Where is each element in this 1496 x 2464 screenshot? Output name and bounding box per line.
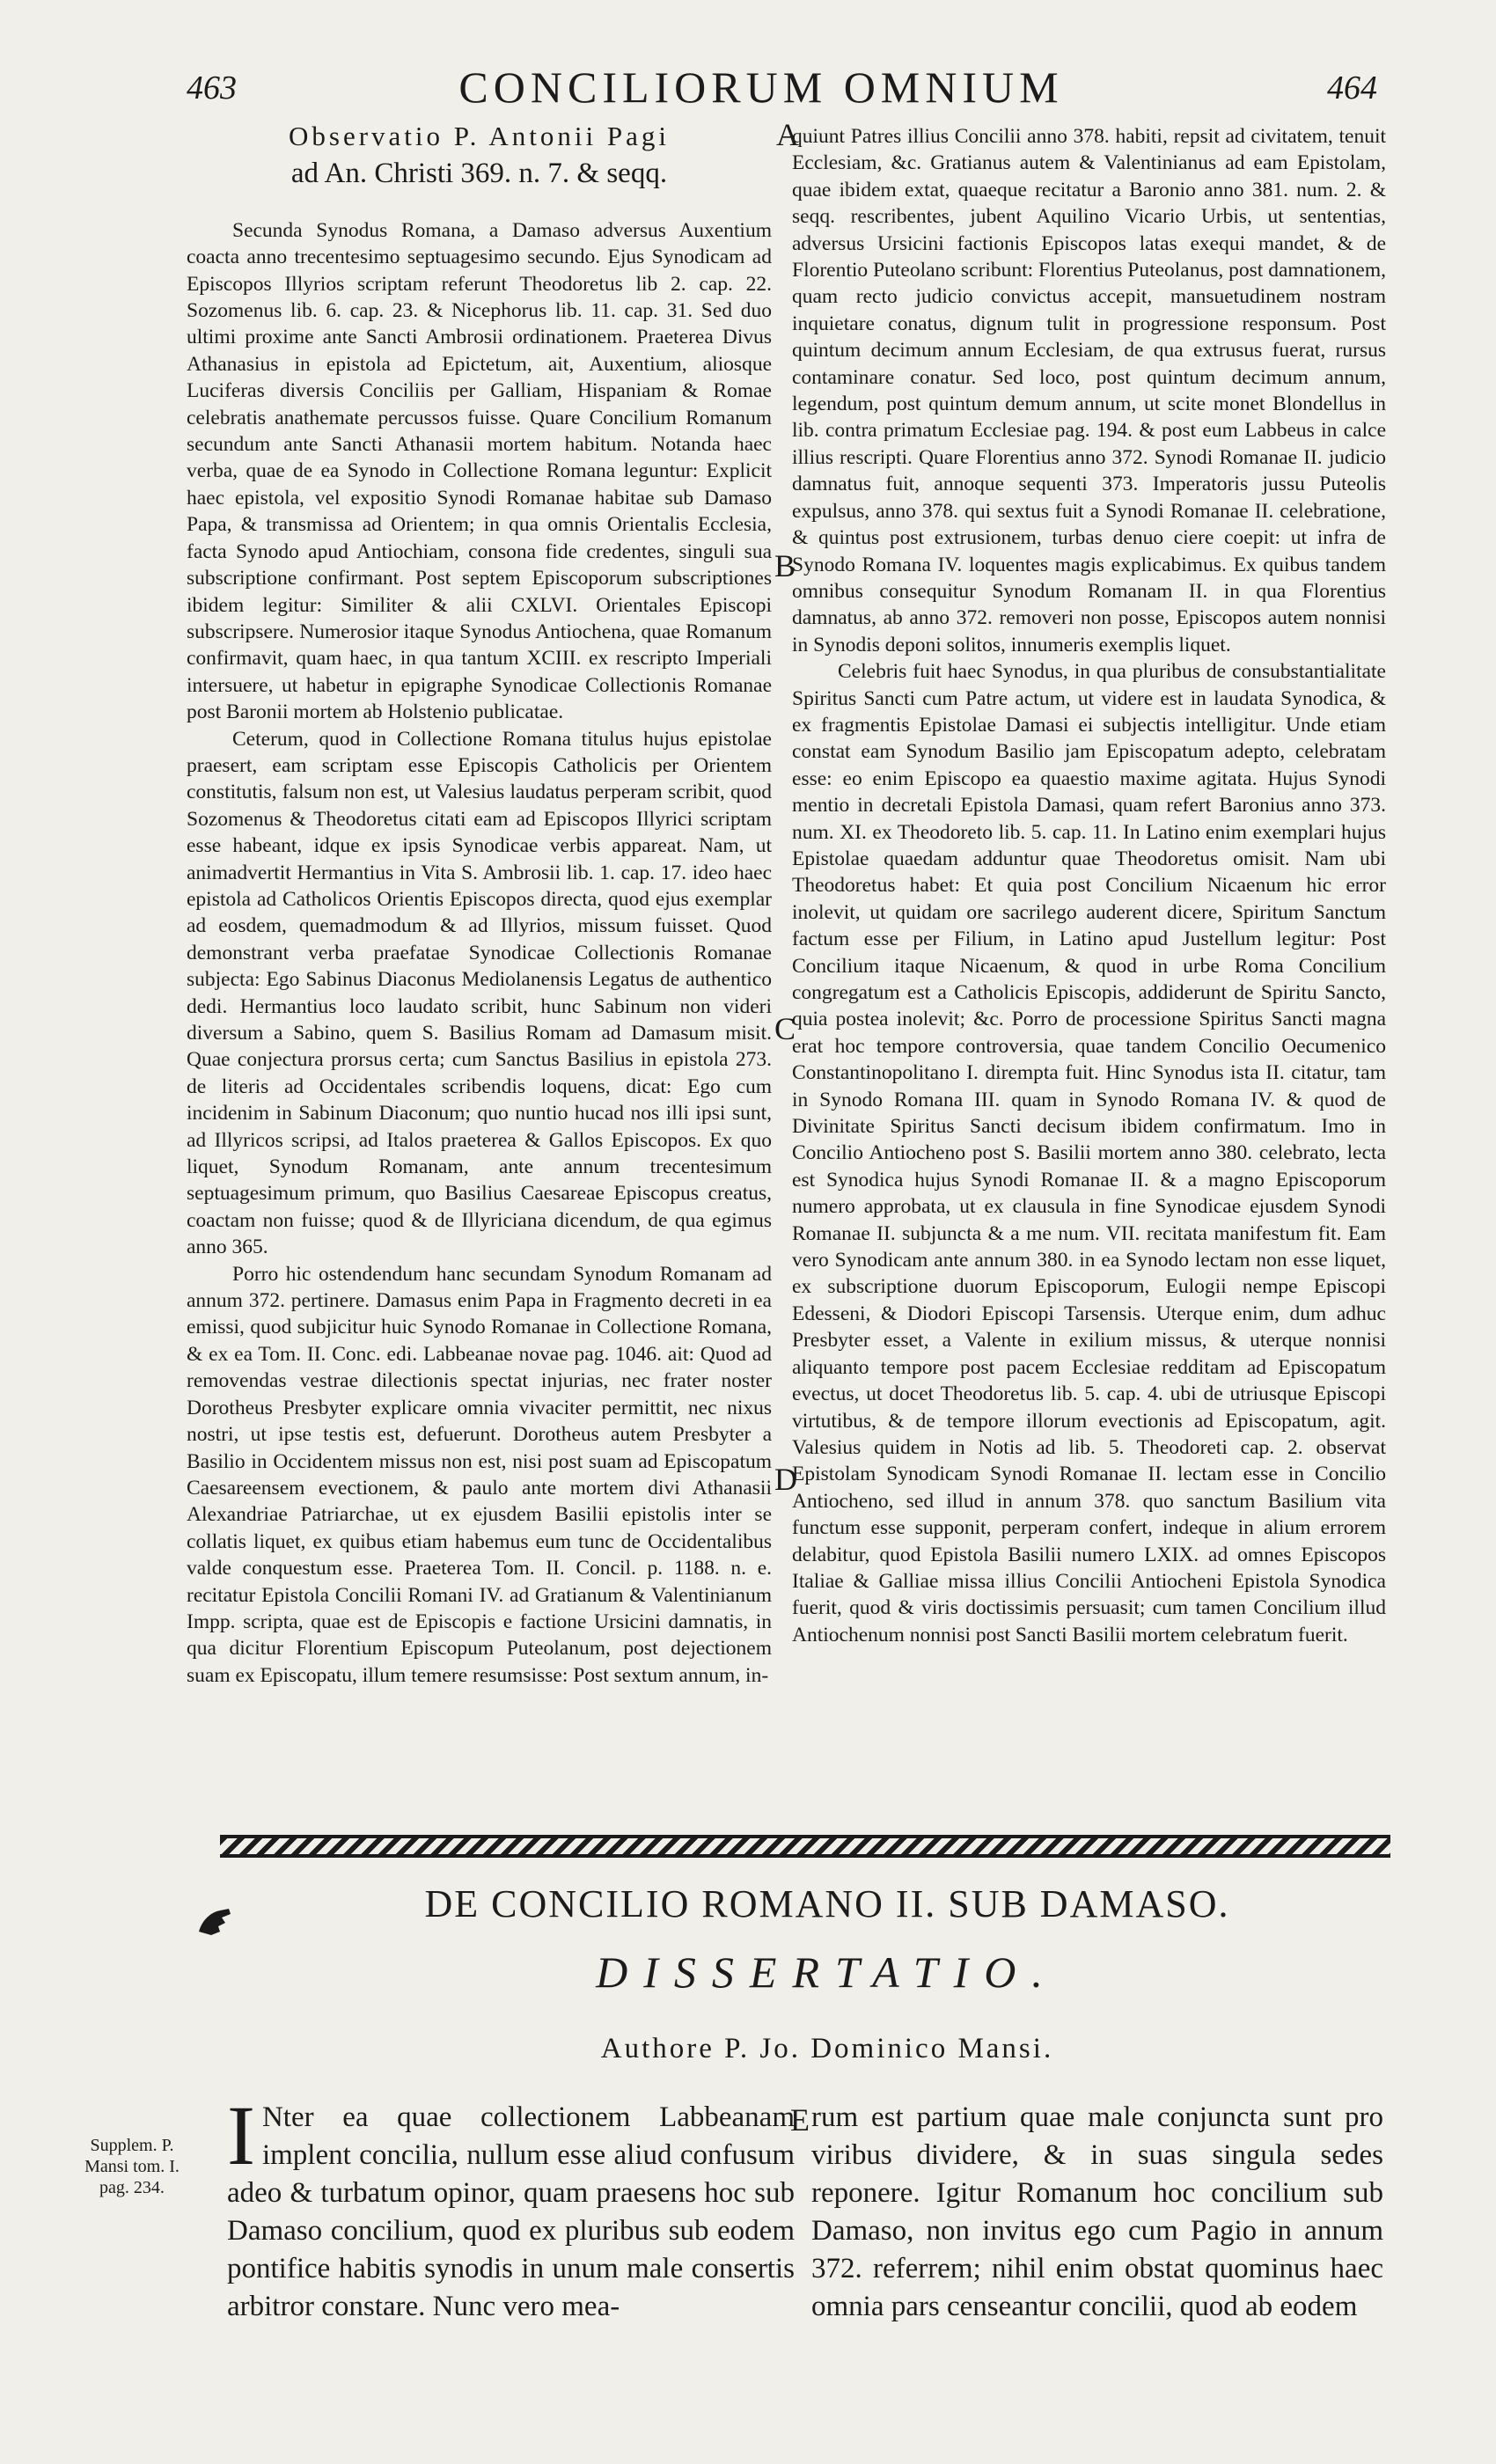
paragraph: quiunt Patres illius Concilii anno 378. habiti, repsit ad civitatem, tenuit Ecclesiam, &c. Gratianus autem & Valentinianus ad eam Epistolam, quae ibidem extat, quaeque recitatur a Baronio anno 381. num. 2. & seqq. rescribentes, jubent Aquilino Vicario Urbis, ut sententias, adversus Ursicini factionis Episcopos latas exequi mandet, & de Florentio Puteolano scribunt: Florentius Puteolanus, post damnationem, quam recto judicio convictus accepit, mansuetudinem nostram inquietare conatus, dignum tulit in progressione responsum. Post quintum decimum annum Ecclesiam, de qua extrusus fuerat, rursus contaminare conatur. Sed loco, post quintum decimum annum, legendum, post quintum demum annum, ut scite monet Blondellus in lib. contra primatum Ecclesiae pag. 194. & post eum Labbeus in calce illius rescripti. Quare Florentius anno 372. Synodi Romanae II. judicio damnatus fuit, annoque sequenti 373. Imperatoris jussu Puteolis expulsus, anno 378. qui sextus fuit a Synodi Romanae II. celebratione, & quintus post extrusionem, turbas denuo ciere coepit: ut infra de Synodo Romana IV. loquentes magis explicabimus. Ex quibus tandem omnibus consequitur Synodum Romanam II. in qua Florentius damnatus, ab anno 372. removeri non posse, Episcopos autem nonnisi in Synodis deponi solitos, innumeris exemplis liquet. <box>792 125 1386 656</box>
observatio-subtitle: ad An. Christi 369. n. 7. & seqq. <box>290 158 668 190</box>
left-page-number: 463 <box>187 70 237 106</box>
body-text: rum est partium quae male conjuncta sunt pro viribus dividere, & in suas singula sedes reponere. Igitur Romanum hoc concilium sub Damaso, non invitus ego cum Pagio in annum 372. referrem; nihil enim obstat quominus haec omnia pars censeantur concilii, quod ab eodem <box>811 2101 1383 2322</box>
section-letter-c: C <box>774 1011 796 1046</box>
section-letter-e: E <box>790 2102 810 2138</box>
dissertatio-body-left <box>227 2099 795 2446</box>
section-letter-a: A <box>776 117 799 152</box>
paragraph: Porro hic ostendendum hanc secundam Synodum Romanam ad annum 372. pertinere. Damasus enim Papa in Fragmento decreti in ea emissi, quod subjicitur huic Synodo Romanae in Collectione Romana, & ex ea Tom. II. Conc. edi. Labbeanae novae pag. 1046. ait: Quod ad removendas vestrae dilectionis spectat injurias, nec frater noster Dorotheus Presbyter explicare omnia vivaciter permittit, nec nixus nostri, ut ipse testis est, defuerunt. Dorotheus autem Presbyter a Basilio in Occidentem missus non est, nisi post suam ad Episcopatum Caesareensem evectionem, & paulo ante mortem divi Athanasii Alexandriae Patriarchae, ut ex ejusdem Basilii epistolis inter se collatis liquet, ex quibus etiam habemus eum tunc de Occidentalibus valde conquestum esse. Praeterea Tom. II. Concil. p. 1188. n. e. recitatur Epistola Concilii Romani IV. ad Gratianum & Valentinianum Impp. scripta, quae est de Episcopis e factione Ursicini damnatis, in qua dicitur Florentium Episcopum Puteolanum, post dejectionem suam ex Episcopatu, illum temere resumsisse: Post sextum annum, in- <box>187 1262 772 1687</box>
margin-note <box>70 2135 194 2198</box>
margin-note-line: pag. 234. <box>99 2178 165 2197</box>
ornamental-divider <box>220 1835 1390 1858</box>
dissertatio-author: Authore P. Jo. Dominico Mansi. <box>600 2033 1054 2064</box>
section-letter-d: D <box>774 1462 797 1497</box>
paragraph: Celebris fuit haec Synodus, in qua pluribus de consubstantialitate Spiritus Sancti cum Patre actum, ut videre est in laudata Synodica, & ex fragmentis Epistolae Damasi ei subjectis intelligitur. Unde etiam constat eam Synodum Basilio jam Episcopatum adepto, celebratam esse: eo enim Episcopo ea quaestio maxime agitata. Hujus Synodi mentio in decretali Epistola Damasi, quam refert Baronius anno 373. num. XI. ex Theodoreto lib. 5. cap. 11. In Latino enim exemplari hujus Epistolae quaedam adduntur quae Theodoretus omisit. Nam ubi Theodoretus habet: Et quia post Concilium Nicaenum hic error inolevit, ut quidam ore sacrilego auderent dicere, Spiritum Sanctum factum esse per Filium, in Latino apud Justellum legitur: Post Concilium itaque Nicaenum, & quod in urbe Roma Concilium congregatum est a Catholicis Episcopis, addiderunt de Spiritu Sancto, quia postea inolevit; &c. Porro de processione Spiritus Sancti magna erat hoc tempore controversia, quae tandem Concilio Oecumenico Constantinopolitano I. dirempta fuit. Hinc Synodus ista II. citatur, tam in Synodo Romana III. quam in Synodo Romana IV. & quod de Divinitate Spiritus Sancti decisum ibidem confirmatum. Imo in Concilio Antiocheno post S. Basilii mortem anno 380. celebrato, lecta est Synodica hujus Synodi Romanae II. & a magno Episcoporum numero approbata, ut ex clausula in fine Synodicae ejusdem Synodi Romanae II. subjuncta & a me num. VII. recitata manifestum fit. Eam vero Synodicam ante annum 380. in ea Synodo lectam non esse liquet, ex subscriptione duorum Episcoporum, Eulogii nempe Episcopi Edesseni, & Diodori Episcopi Tarsensis. Uterque enim, dum adhuc Presbyter esset, a Valente in exilium missus, & uterque nonnisi aliquanto tempore post pacem Ecclesiae redditam ad Episcopatum evectus, ut docet Theodoretus lib. 5. cap. 4. ubi de utriusque Episcopi virtutibus, & de tempore illorum evectionis ad Episcopatum, agit. Valesius quidem in Notis ad lib. 5. Theodoreti cap. 2. observat Epistolam Synodicam Synodi Romanae II. lectam esse in Concilio Antiocheno, sed illud in annum 378. quo sanctum Basilium vita functum esse supponit, perperam confert, indeque in alium errorem delabitur, quod Epistola Basilii numero LXIX. ad omnes Episcopos Italiae & Galliae missa illius Concilii Antiocheni Epistola Synodica fuerit, quod & viris doctissimis persuasit; cum tamen Concilium illud Antiochenum nonnisi post Sancti Basilii mortem celebratum fuerit. <box>792 660 1386 1646</box>
right-page-number: 464 <box>1327 70 1377 106</box>
section-letter-b: B <box>774 548 796 583</box>
margin-note-line: Mansi tom. I. <box>84 2157 180 2176</box>
observatio-title: Observatio P. Antonii Pagi <box>289 123 670 151</box>
dissertatio-title: DISSERTATIO. <box>596 1947 1059 1997</box>
body-text: Nter ea quae collectionem Labbeanam implent concilia, nullum esse aliud confusum adeo & turbatum opinor, quam praesens hoc sub Damaso concilium, quod ex pluribus sub eodem pontifice habitis synodis in unum male consertis arbitror constare. Nunc vero mea- <box>227 2101 795 2322</box>
paragraph: Secunda Synodus Romana, a Damaso adversus Auxentium coacta anno trecentesimo septuagesimo secundo. Ejus Synodicam ad Episcopos Illyrios scriptam referunt Theodoretus lib 2. cap. 22. Sozomenus lib. 6. cap. 23. & Nicephorus lib. 11. cap. 31. Sed duo ultimi proxime ante Sancti Ambrosii ordinationem. Praeterea Divus Athanasius in epistola ad Epictetum, ait, Auxentium, aliosque Luciferas diversis Conciliis per Galliam, Hispaniam & Romae celebratis anathemate percussos fuisse. Quare Concilium Romanum secundum ante Sancti Athanasii mortem habitum. Notanda haec verba, quae de ea Synodo in Collectione Romana leguntur: Explicit haec epistola, vel expositio Synodi Romanae habitae sub Damaso Papa, & transmissa ad Orientem; in qua omnis Orientalis Ecclesia, facta Synodo apud Antiochiam, consona fide credentes, singuli sua subscriptione confirmant. Post septem Episcoporum subscriptiones ibidem legitur: Similiter & alii CXLVI. Orientales Episcopi subscripsere. Numerosior itaque Synodus Antiochena, quae Romanum confirmavit, quam haec, in qua tantum XCIII. ex rescripto Imperiali intersuere, ut habetur in epigraphe Synodicae Collectionis Romanae post Baronii mortem ab Holstenio publicatae. <box>187 218 772 724</box>
dissertatio-body-right <box>811 2099 1383 2446</box>
margin-note-line: Supplem. P. <box>90 2136 174 2155</box>
paragraph: Ceterum, quod in Collectione Romana titulus hujus epistolae praesert, eam scriptam esse Episcopis Catholicis per Orientem constitutis, falsum non est, ut Valesius laudatus perperam scribit, quod Sozomenus & Theodoretus citati eam ad Episcopos Illyrici scriptam esse habeant, idque ex ipsis Synodicae verbis appareat. Nam, ut animadvertit Hermantius in Vita S. Ambrosii lib. 1. cap. 17. ideo haec epistola ad Catholicos Orientis Episcopos directa, quod ejus exemplar ad eosdem, quemadmodum & ad Illyrios, missum fuisset. Quod demonstrant verba praefatae Synodicae Collectionis Romanae subjecta: Ego Sabinus Diaconus Mediolanensis Legatus de authentico dedi. Hermantius loco laudato scribit, hunc Sabinum non videri diversum a Sabino, quem S. Basilius Romam ad Damasum misit. Quae conjectura prorsus certa; cum Sanctus Basilius in epistola 273. de literis ad Occidentales scribendis loquens, dicat: Ego cum incidenim in Sabinum Diaconum; quo nuntio hucad nos illi ipsi sunt, ad Illyricos scripsi, ad Italos praeterea & Gallos Episcopos. Ex quo liquet, Synodum Romanam, ante annum trecentesimum septuagesimum primum, quo Basilius Caesareae Episcopus creatus, coactam non fuisse; quod & de Illyriciana dicendum, de qua egimus anno 365. <box>187 727 772 1259</box>
drop-cap: I <box>227 2099 255 2182</box>
pointing-hand-icon <box>195 1905 234 1940</box>
left-column <box>187 123 772 1778</box>
running-title: CONCILIORUM OMNIUM <box>458 62 1064 112</box>
dissertatio-heading: DE CONCILIO ROMANO II. SUB DAMASO. <box>424 1882 1230 1925</box>
right-column <box>792 123 1386 1778</box>
